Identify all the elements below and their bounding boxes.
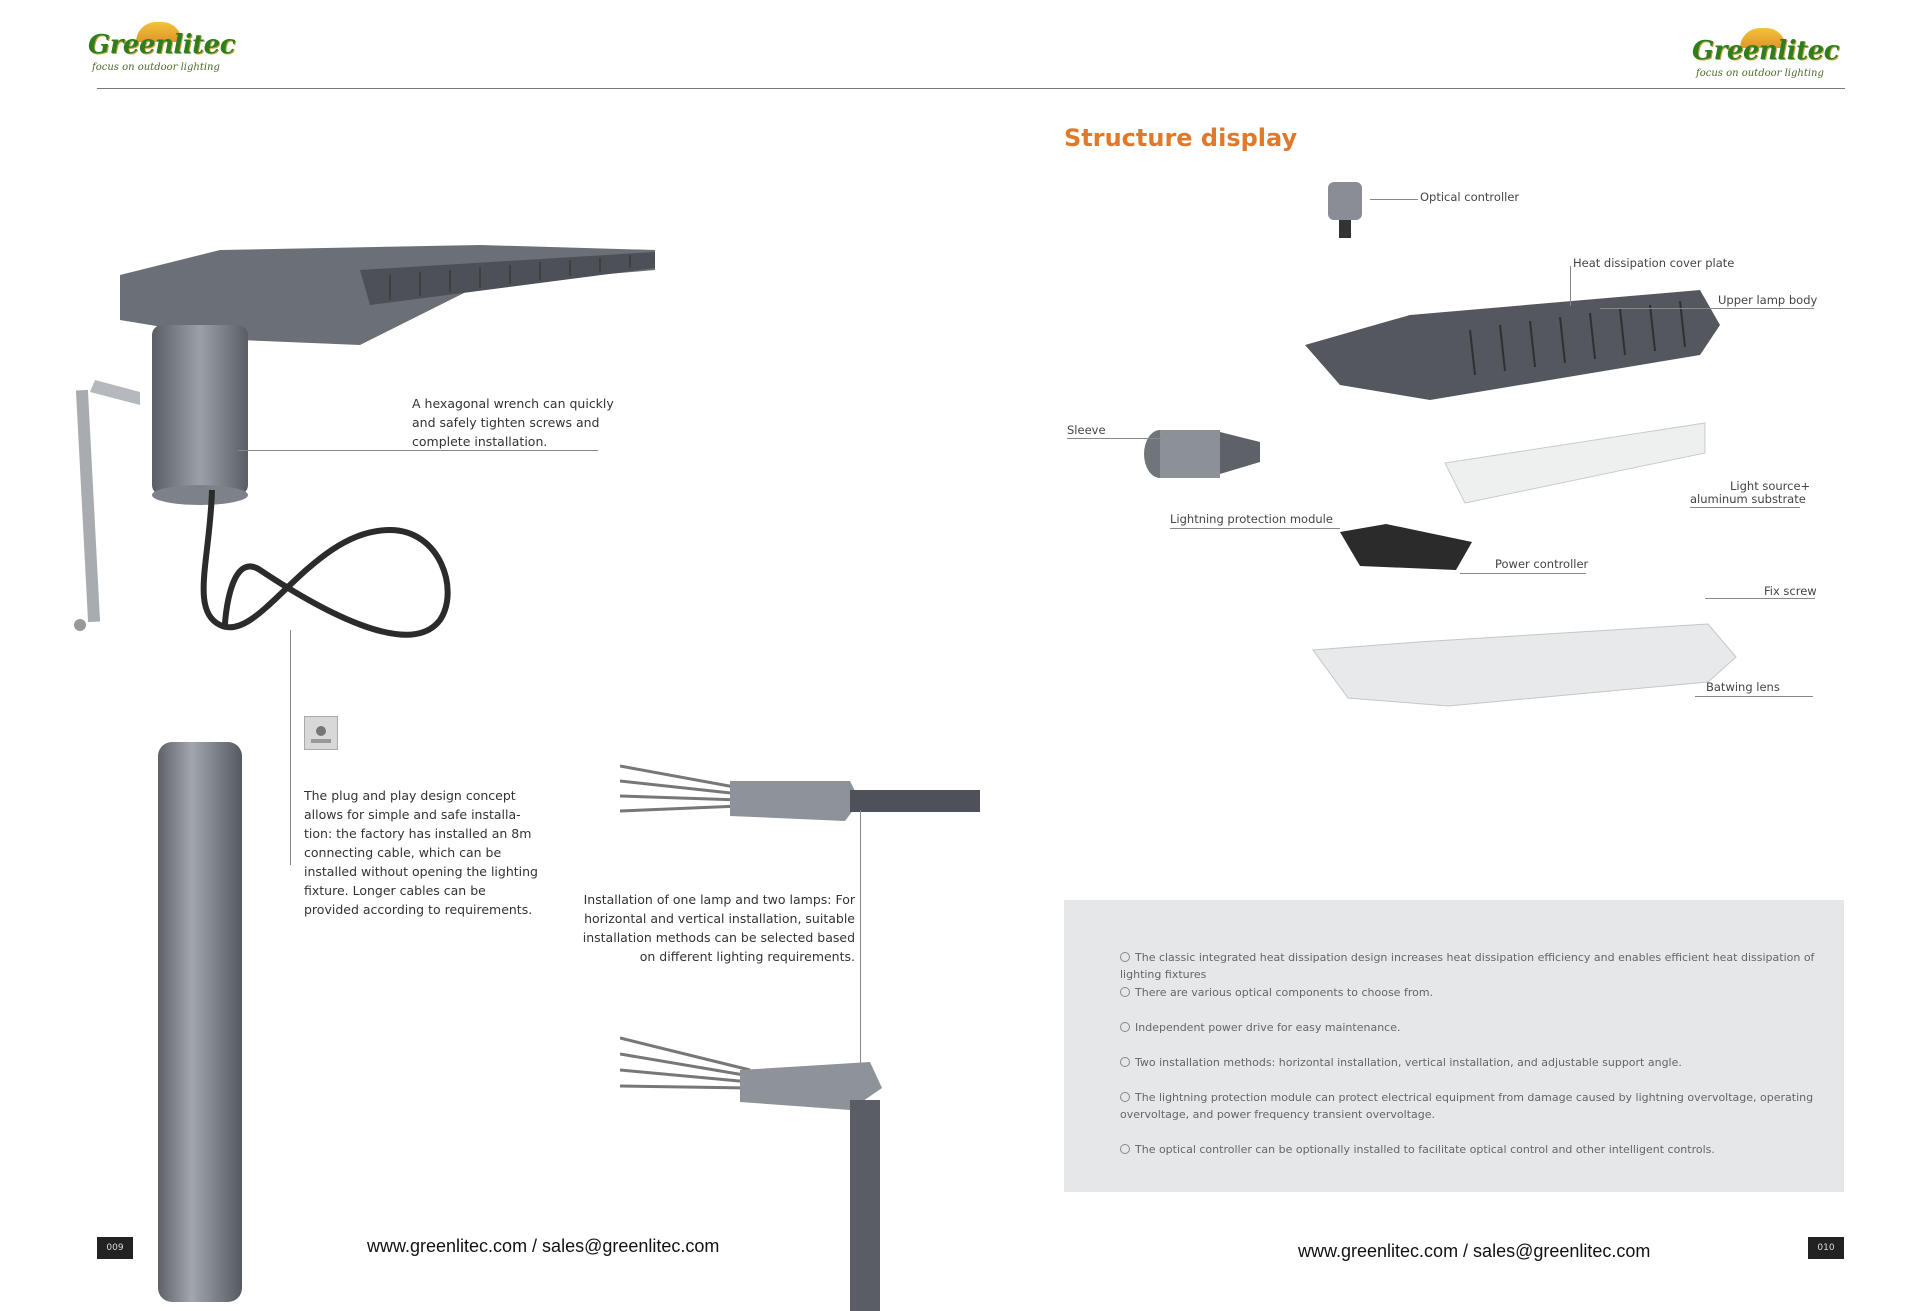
- callout-aluminum-substrate: aluminum substrate: [1690, 492, 1806, 506]
- features-panel: [1064, 900, 1844, 1192]
- upper-lamp-body-illustration: [1300, 285, 1730, 405]
- bullet-icon: [1120, 1144, 1130, 1154]
- fix-screw-callout-line: [1705, 598, 1815, 599]
- optical-controller-illustration: [1325, 182, 1365, 240]
- wrench-description: A hexagonal wrench can quickly and safely tighten screws and complete installation.: [412, 396, 614, 449]
- callout-power-controller: Power controller: [1495, 557, 1589, 571]
- brand-name: Greenlitec: [88, 30, 236, 60]
- feature-item: The lightning protection module can protect electrical equipment from damage caused by lightning overvoltage, operating overvoltage, and power frequency transient overvoltage.: [1120, 1091, 1814, 1121]
- page-title: Structure display: [1064, 124, 1298, 152]
- batwing-callout-line: [1695, 696, 1813, 697]
- cable-callout-line: [290, 630, 291, 865]
- brand-name: Greenlitec: [1692, 36, 1840, 66]
- feature-item: There are various optical components to choose from.: [1120, 984, 1830, 1001]
- feature-item: The optical controller can be optionally installed to facilitate optical control and other intelligent controls.: [1120, 1141, 1830, 1158]
- feature-item: The classic integrated heat dissipation design increases heat dissipation efficiency and enables efficient heat dissipation of lighting fixtures: [1120, 951, 1815, 981]
- light-source-illustration: [1440, 418, 1710, 508]
- brand-logo-right: [1692, 28, 1852, 79]
- brand-tagline: focus on outdoor lighting: [92, 62, 220, 73]
- callout-upper-lamp-body: Upper lamp body: [1718, 293, 1818, 307]
- heat-plate-callout-line: [1570, 266, 1571, 306]
- pole-illustration: [156, 742, 246, 1302]
- feature-item: Independent power drive for easy maintenance.: [1120, 1019, 1830, 1036]
- single-lamp-horizontal: [620, 756, 980, 856]
- plug-icon: [304, 716, 338, 750]
- callout-fix-screw: Fix screw: [1764, 584, 1817, 598]
- bullet-icon: [1120, 987, 1130, 997]
- callout-batwing-lens: Batwing lens: [1706, 680, 1780, 694]
- brand-tagline: focus on outdoor lighting: [1696, 68, 1824, 79]
- lightning-callout-line: [1170, 528, 1340, 529]
- callout-heat-dissipation-plate: Heat dissipation cover plate: [1573, 256, 1735, 270]
- callout-optical-controller: Optical controller: [1420, 190, 1520, 204]
- bullet-icon: [1120, 1057, 1130, 1067]
- page-number-right: 010: [1808, 1237, 1844, 1259]
- light-source-callout-line: [1690, 507, 1800, 508]
- callout-lightning-module: Lightning protection module: [1170, 512, 1333, 526]
- sleeve-illustration: [1140, 412, 1270, 482]
- sleeve-callout-line: [1067, 438, 1162, 439]
- bullet-icon: [1120, 1092, 1130, 1102]
- batwing-lens-illustration: [1308, 622, 1738, 708]
- footer-right: www.greenlitec.com / sales@greenlitec.com: [1298, 1241, 1651, 1261]
- feature-item: Two installation methods: horizontal installation, vertical installation, and adjustable support angle.: [1120, 1054, 1830, 1071]
- plug-play-description: The plug and play design concept allows for simple and safe installa-tion: the factory has installed an 8m connecting cable, which can be installed without opening the lighting fixture. Longer cables can be provided according to requirements.: [304, 788, 538, 917]
- page-number-left: 009: [97, 1237, 133, 1259]
- power-controller-illustration: [1336, 522, 1476, 574]
- bullet-icon: [1120, 952, 1130, 962]
- single-lamp-vertical: [620, 1030, 900, 1311]
- header-rule: [97, 88, 1845, 89]
- footer-left: www.greenlitec.com / sales@greenlitec.com: [367, 1236, 720, 1256]
- upper-body-callout-line: [1600, 308, 1814, 309]
- power-callout-line: [1460, 573, 1586, 574]
- optical-callout-line: [1370, 199, 1418, 200]
- installation-description: Installation of one lamp and two lamps: For horizontal and vertical installation, suitable installation methods can be selected based on different lighting requirements.: [582, 892, 855, 964]
- callout-light-source: Light source+: [1730, 479, 1811, 493]
- brand-logo-left: [88, 22, 248, 73]
- callout-sleeve: Sleeve: [1067, 423, 1106, 437]
- bullet-icon: [1120, 1022, 1130, 1032]
